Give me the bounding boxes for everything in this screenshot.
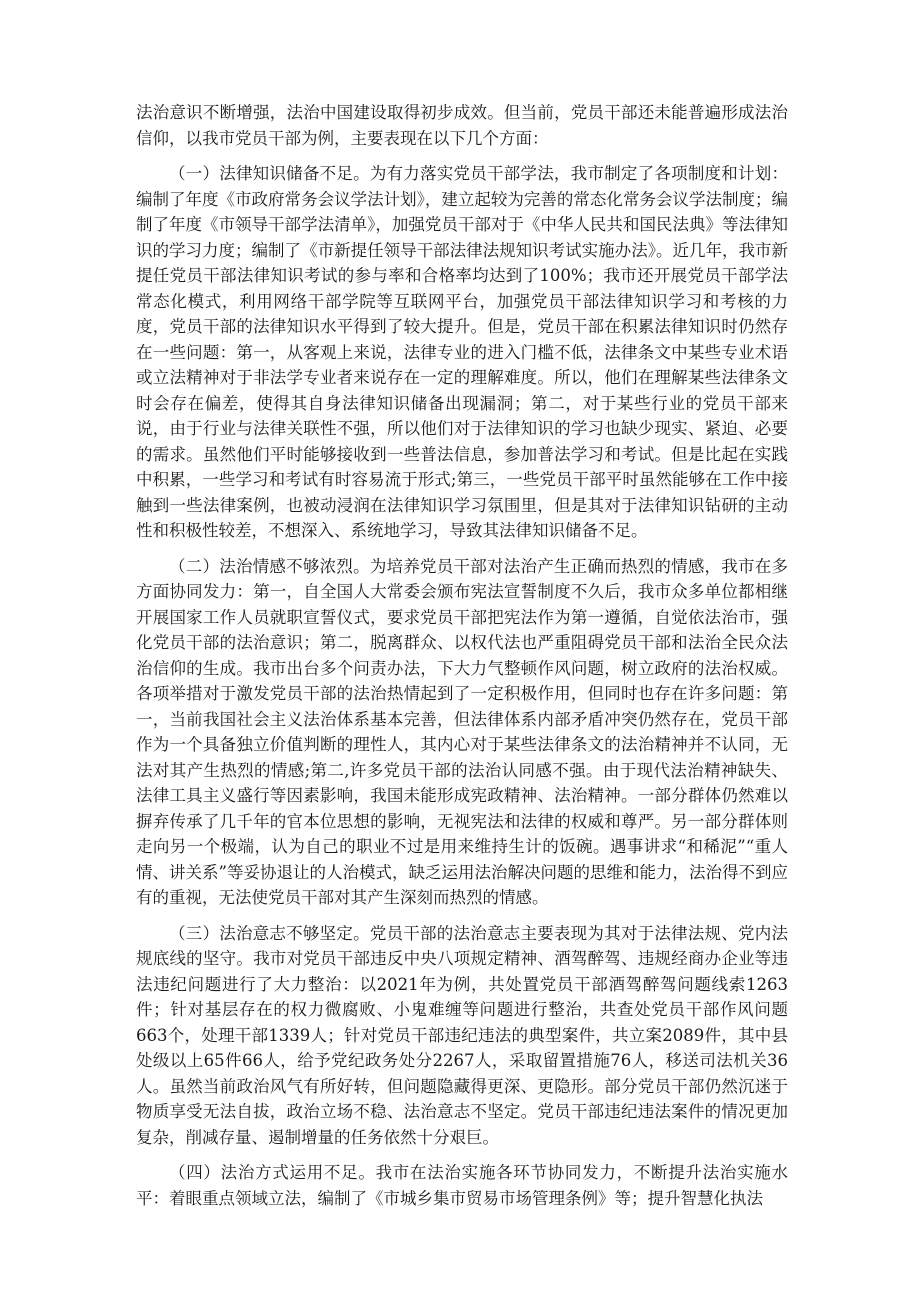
paragraph-section-4-rule-of-law-methods: （四）法治方式运用不足。我市在法治实施各环节协同发力，不断提升法治实施水平：着眼重点领域立法，编制了《市城乡集市贸易市场管理条例》等；提升智慧化执法 [136,1163,788,1208]
document-body [136,100,788,1221]
paragraph-section-3-rule-of-law-will: （三）法治意志不够坚定。党员干部的法治意志主要表现为其对于法律法规、党内法规底线的坚守。我市对党员干部违反中央八项规定精神、酒驾醉驾、违规经商办企业等违法违纪问题进行了大力整治：以2021年为例，共处置党员干部酒驾醉驾问题线索1263件；针对基层存在的权力微腐败、小鬼难缠等问题进行整治，共查处党员干部作风问题663个，处理干部1339人；针对党员干部违纪违法的典型案件，共立案2089件，其中县处级以上65件66人，给予党纪政务处分2267人，采取留置措施76人，移送司法机关36人。虽然当前政治风气有所好转，但问题隐藏得更深、更隐形。部分党员干部仍然沉迷于物质享受无法自拔，政治立场不稳、法治意志不坚定。党员干部违纪违法案件的情况更加复杂，削减存量、遏制增量的任务依然十分艰巨。 [136,923,788,1147]
paragraph-intro: 法治意识不断增强，法治中国建设取得初步成效。但当前，党员干部还未能普遍形成法治信仰，以我市党员干部为例，主要表现在以下几个方面： [136,103,788,148]
paragraph-section-2-rule-of-law-emotion: （二）法治情感不够浓烈。为培养党员干部对法治产生正确而热烈的情感，我市在多方面协同发力：第一，自全国人大常委会颁布宪法宣誓制度不久后，我市众多单位都相继开展国家工作人员就职宣誓仪式，要求党员干部把宪法作为第一遵循，自觉依法治市，强化党员干部的法治意识；第二，脱离群众、以权代法也严重阻碍党员干部和法治全民众法治信仰的生成。我市出台多个问责办法，下大力气整顿作风问题，树立政府的法治权威。各项举措对于激发党员干部的法治热情起到了一定积极作用，但同时也存在许多问题：第一，当前我国社会主义法治体系基本完善，但法律体系内部矛盾冲突仍然存在，党员干部作为一个具备独立价值判断的理性人，其内心对于某些法律条文的法治精神并不认同，无法对其产生热烈的情感;第二,许多党员干部的法治认同感不强。由于现代法治精神缺失、法律工具主义盛行等因素影响，我国未能形成宪政精神、法治精神。一部分群体仍然难以摒弃传承了几千年的官本位思想的影响，无视宪法和法律的权威和尊严。另一部分群体则走向另一个极端，认为自己的职业不过是用来维持生计的饭碗。遇事讲求“和稀泥”“重人情、讲关系”等妥协退让的人治模式，缺乏运用法治解决问题的思维和能力，法治得不到应有的重视，无法使党员干部对其产生深刻而热烈的情感。 [136,556,788,907]
paragraph-section-1-legal-knowledge: （一）法律知识储备不足。为有力落实党员干部学法，我市制定了各项制度和计划：编制了年度《市政府常务会议学法计划》，建立起较为完善的常态化常务会议学法制度；编制了年度《市领导干部学法清单》，加强党员干部对于《中华人民共和国民法典》等法律知识的学习力度；编制了《市新提任领导干部法律法规知识考试实施办法》。近几年，我市新提任党员干部法律知识考试的参与率和合格率均达到了100%；我市还开展党员干部学法常态化模式，利用网络干部学院等互联网平台，加强党员干部法律知识学习和考核的力度，党员干部的法律知识水平得到了较大提升。但是，党员干部在积累法律知识时仍然存在一些问题：第一，从客观上来说，法律专业的进入门槛不低，法律条文中某些专业术语或立法精神对于非法学专业者来说存在一定的理解难度。所以，他们在理解某些法律条文时会存在偏差，使得其自身法律知识储备出现漏洞；第二，对于某些行业的党员干部来说，由于行业与法律关联性不强，所以他们对于法律知识的学习也缺少现实、紧迫、必要的需求。虽然他们平时能够接收到一些普法信息，参加普法学习和考试。但是比起在实践中积累，一些学习和考试有时容易流于形式;第三，一些党员干部平时虽然能够在工作中接触到一些法律案例，也被动浸润在法律知识学习氛围里，但是其对于法律知识钻研的主动性和积极性较差，不想深入、系统地学习，导致其法律知识储备不足。 [136,164,788,540]
